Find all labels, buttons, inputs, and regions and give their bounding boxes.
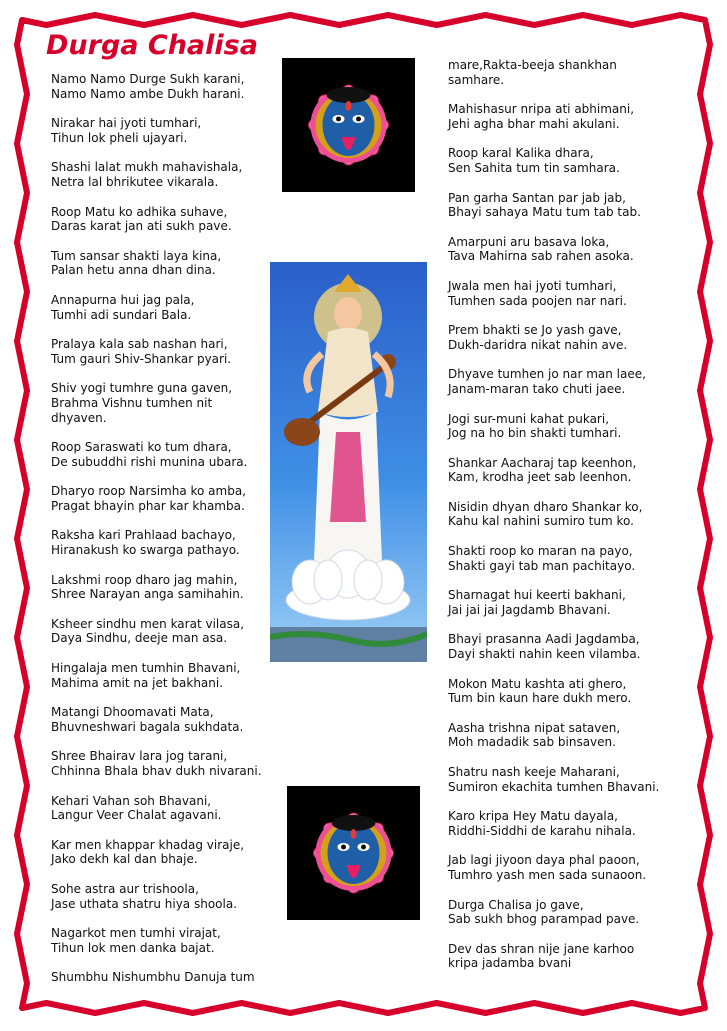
verse-stanza xyxy=(51,617,276,646)
verse-line: Jako dekh kal dan bhaje. xyxy=(51,852,198,867)
verse-line: Jogi sur-muni kahat pukari, xyxy=(448,411,610,426)
verse-line: Annapurna hui jag pala, xyxy=(51,292,195,307)
kali-image-bottom xyxy=(287,786,420,920)
verse-line: Tum bin kaun hare dukh mero. xyxy=(448,691,632,706)
verse-stanza xyxy=(448,367,693,396)
page-title: Durga Chalisa xyxy=(46,30,258,61)
verse-line: Lakshmi roop dharo jag mahin, xyxy=(51,572,238,587)
verse-stanza xyxy=(448,588,693,617)
verse-line: Shumbhu Nishumbhu Danuja tum xyxy=(51,970,255,985)
verse-stanza xyxy=(448,191,693,220)
verse-line: Nirakar hai jyoti tumhari, xyxy=(51,116,202,131)
verse-stanza xyxy=(448,323,693,352)
verse-line: Shakti roop ko maran na payo, xyxy=(448,544,633,559)
verse-line: Kehari Vahan soh Bhavani, xyxy=(51,793,212,808)
verse-stanza xyxy=(51,160,276,189)
verse-line: Pragat bhayin phar kar khamba. xyxy=(51,498,245,513)
verse-line: Shatru nash keeje Maharani, xyxy=(448,765,620,779)
verse-stanza xyxy=(448,544,693,573)
verse-line: Riddhi-Siddhi de karahu nihala. xyxy=(448,823,636,838)
verse-line: Jai jai jai Jagdamb Bhavani. xyxy=(448,602,611,617)
verse-line: Jase uthata shatru hiya shoola. xyxy=(51,896,238,911)
verse-line: Pralaya kala sab nashan hari, xyxy=(51,337,228,352)
verse-line: Sab sukh bhog parampad pave. xyxy=(448,912,640,927)
verse-line: Shree Bhairav lara jog tarani, xyxy=(51,749,228,764)
verse-stanza xyxy=(51,705,276,734)
verse-stanza xyxy=(51,337,276,366)
verse-line: Bhayi prasanna Aadi Jagdamba, xyxy=(448,632,640,647)
verse-line: Shiv yogi tumhre guna gaven, xyxy=(51,381,233,396)
verse-line: Daya Sindhu, deeje man asa. xyxy=(51,631,228,646)
verse-line: Jog na ho bin shakti tumhari. xyxy=(448,426,622,441)
verse-stanza xyxy=(448,809,693,838)
verse-stanza xyxy=(51,794,276,823)
verse-stanza xyxy=(51,381,276,425)
verse-stanza xyxy=(51,573,276,602)
verse-line: Mokon Matu kashta ati ghero, xyxy=(448,676,627,691)
verse-line: Netra lal bhrikutee vikarala. xyxy=(51,174,219,189)
verse-line: Nagarkot men tumhi virajat, xyxy=(51,926,221,941)
verse-stanza xyxy=(448,58,693,87)
verse-line: Tihun lok men danka bajat. xyxy=(51,940,215,955)
verse-line: Daras karat jan ati sukh pave. xyxy=(51,219,232,234)
verse-line: Dukh-daridra nikat nahin ave. xyxy=(448,337,628,352)
verse-line: Bhayi sahaya Matu tum tab tab. xyxy=(448,205,641,220)
verse-line: Moh madadik sab binsaven. xyxy=(448,735,616,750)
verse-line: Shakti gayi tab man pachitayo. xyxy=(448,558,636,573)
verse-line: Aasha trishna nipat sataven, xyxy=(448,720,621,735)
verse-line: Durga Chalisa jo gave, xyxy=(448,897,584,912)
verse-line: Dayi shakti nahin keen vilamba. xyxy=(448,647,641,662)
verse-line: Dev das shran nije jane karhoo xyxy=(448,941,635,956)
verse-line: Mahishasur nripa ati abhimani, xyxy=(448,102,635,117)
verse-stanza xyxy=(51,293,276,322)
verse-stanza xyxy=(51,205,276,234)
verse-line: Langur Veer Chalat agavani. xyxy=(51,808,222,823)
verse-line: Dharyo roop Narsimha ko amba, xyxy=(51,484,246,499)
verse-line: Roop karal Kalika dhara, xyxy=(448,146,594,161)
verse-stanza xyxy=(51,249,276,278)
verse-line: Jwala men hai jyoti tumhari, xyxy=(448,278,617,293)
verse-column-left xyxy=(51,72,276,1000)
verse-line: samhare. xyxy=(448,72,505,87)
verse-line: mare,Rakta-beeja shankhan xyxy=(448,58,617,72)
verse-stanza xyxy=(51,838,276,867)
verse-stanza xyxy=(448,279,693,308)
verse-line: Tum gauri Shiv-Shankar pyari. xyxy=(51,351,232,366)
verse-line: Sharnagat hui keerti bakhani, xyxy=(448,588,626,603)
verse-line: Raksha kari Prahlaad bachayo, xyxy=(51,528,236,543)
verse-line: Nisidin dhyan dharo Shankar ko, xyxy=(448,499,643,514)
verse-stanza xyxy=(448,146,693,175)
verse-line: De subuddhi rishi munina ubara. xyxy=(51,454,248,469)
verse-line: Sohe astra aur trishoola, xyxy=(51,881,199,896)
verse-stanza xyxy=(448,456,693,485)
verse-stanza xyxy=(51,528,276,557)
verse-line: Chhinna Bhala bhav dukh nivarani. xyxy=(51,764,262,778)
verse-stanza xyxy=(51,926,276,955)
verse-line: Hiranakush ko swarga pathayo. xyxy=(51,543,240,558)
verse-line: Matangi Dhoomavati Mata, xyxy=(51,705,214,720)
verse-stanza xyxy=(448,677,693,706)
verse-stanza xyxy=(448,102,693,131)
verse-line: Palan hetu anna dhan dina. xyxy=(51,263,216,278)
verse-line: Kahu kal nahini sumiro tum ko. xyxy=(448,514,634,529)
verse-line: Amarpuni aru basava loka, xyxy=(448,234,610,249)
verse-line: Jehi agha bhar mahi akulani. xyxy=(448,116,620,131)
verse-line: Namo Namo ambe Dukh harani. xyxy=(51,86,245,101)
verse-line: Mahima amit na jet bakhani. xyxy=(51,675,224,690)
verse-line: Roop Saraswati ko tum dhara, xyxy=(51,440,232,455)
verse-line: Dhyave tumhen jo nar man laee, xyxy=(448,367,646,382)
verse-line: Tumhen sada poojen nar nari. xyxy=(448,293,627,308)
verse-stanza xyxy=(51,116,276,145)
saraswati-image xyxy=(270,262,427,662)
verse-line: Sumiron ekachita tumhen Bhavani. xyxy=(448,779,660,794)
verse-line: Pan garha Santan par jab jab, xyxy=(448,190,626,205)
verse-stanza xyxy=(51,749,276,778)
verse-line: Tumhi adi sundari Bala. xyxy=(51,307,192,322)
verse-line: Kar men khappar khadag viraje, xyxy=(51,837,245,852)
verse-line: Tumhro yash men sada sunaoon. xyxy=(448,867,647,882)
verse-stanza xyxy=(448,721,693,750)
verse-stanza xyxy=(448,898,693,927)
verse-line: Prem bhakti se Jo yash gave, xyxy=(448,323,622,338)
verse-stanza xyxy=(448,235,693,264)
verse-line: Bhuvneshwari bagala sukhdata. xyxy=(51,719,244,734)
verse-line: dhyaven. xyxy=(51,410,107,425)
verse-line: Hingalaja men tumhin Bhavani, xyxy=(51,661,241,676)
kali-image-top xyxy=(282,58,415,192)
verse-stanza xyxy=(448,853,693,882)
verse-stanza xyxy=(51,484,276,513)
verse-line: Shashi lalat mukh mahavishala, xyxy=(51,160,243,175)
verse-stanza xyxy=(51,440,276,469)
verse-stanza xyxy=(448,500,693,529)
verse-column-right xyxy=(448,58,693,986)
verse-line: kripa jadamba bvani xyxy=(448,956,572,971)
verse-line: Karo kripa Hey Matu dayala, xyxy=(448,809,618,824)
verse-line: Brahma Vishnu tumhen nit xyxy=(51,395,213,410)
verse-line: Tum sansar shakti laya kina, xyxy=(51,248,222,263)
verse-line: Tihun lok pheli ujayari. xyxy=(51,130,188,145)
verse-stanza xyxy=(448,632,693,661)
verse-line: Tava Mahirna sab rahen asoka. xyxy=(448,249,634,264)
verse-line: Sen Sahita tum tin samhara. xyxy=(448,160,620,175)
verse-stanza xyxy=(51,72,276,101)
verse-line: Kam, krodha jeet sab leenhon. xyxy=(448,470,632,485)
verse-line: Jab lagi jiyoon daya phal paoon, xyxy=(448,853,640,868)
verse-stanza xyxy=(448,942,693,971)
verse-stanza xyxy=(448,765,693,794)
verse-line: Janam-maran tako chuti jaee. xyxy=(448,381,626,396)
verse-line: Roop Matu ko adhika suhave, xyxy=(51,204,228,219)
verse-stanza xyxy=(51,661,276,690)
verse-stanza xyxy=(51,970,276,985)
verse-stanza xyxy=(448,412,693,441)
verse-line: Namo Namo Durge Sukh karani, xyxy=(51,72,245,86)
verse-stanza xyxy=(51,882,276,911)
verse-line: Ksheer sindhu men karat vilasa, xyxy=(51,616,245,631)
verse-line: Shankar Aacharaj tap keenhon, xyxy=(448,455,637,470)
verse-line: Shree Narayan anga samihahin. xyxy=(51,587,244,602)
